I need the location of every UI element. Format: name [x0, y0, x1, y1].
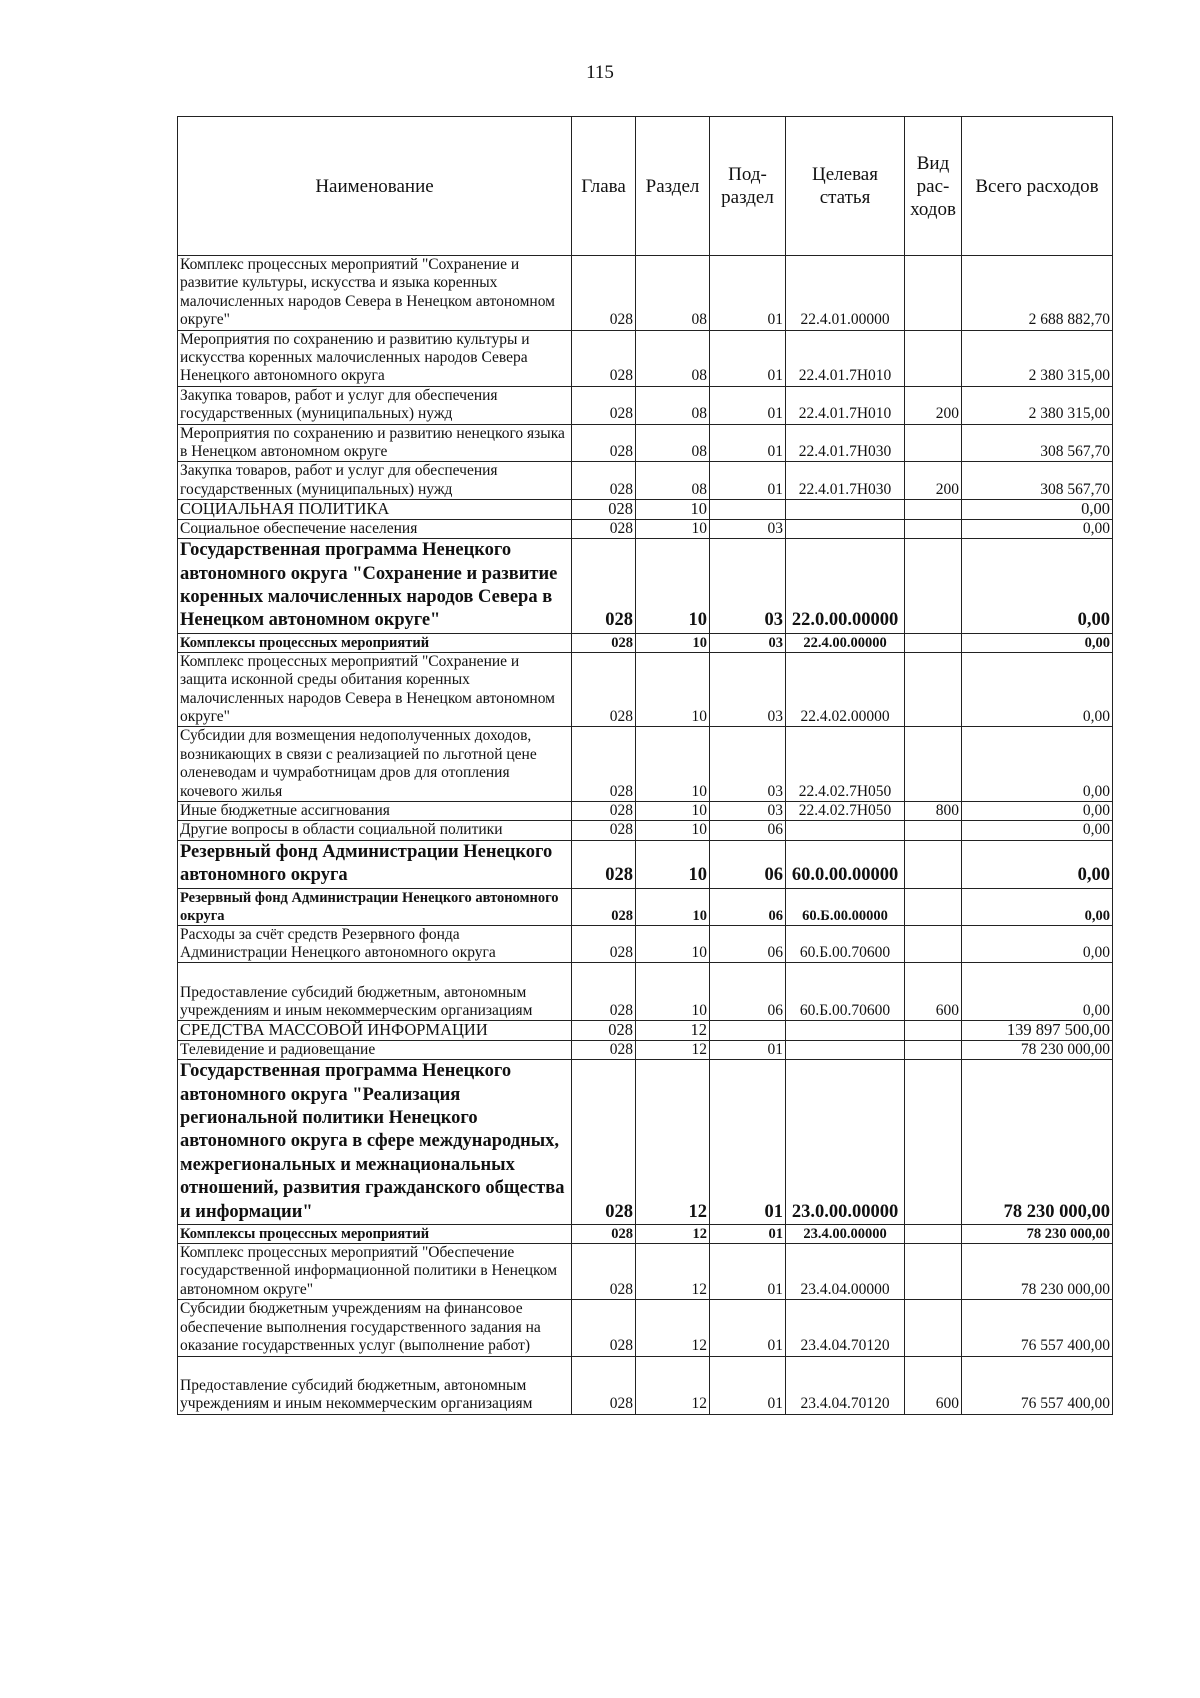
row-name: Государственная программа Ненецкого автономного округа "Сохранение и развитие коренных малочисленных народов Севера в Ненецком автономном округе" — [178, 539, 572, 634]
row-chapter: 028 — [572, 888, 636, 925]
table-row — [178, 652, 1113, 727]
row-section: 10 — [636, 727, 710, 802]
row-total: 76 557 400,00 — [962, 1300, 1113, 1356]
row-target — [786, 1021, 905, 1040]
row-chapter: 028 — [572, 330, 636, 386]
table-row — [178, 519, 1113, 538]
row-section: 08 — [636, 424, 710, 462]
row-target: 22.0.00.00000 — [786, 539, 905, 634]
row-total: 0,00 — [962, 539, 1113, 634]
row-subsection: 03 — [710, 633, 786, 652]
row-target: 22.4.02.7Н050 — [786, 801, 905, 820]
row-target: 22.4.01.7Н030 — [786, 462, 905, 500]
table-row — [178, 256, 1113, 331]
row-chapter: 028 — [572, 424, 636, 462]
budget-table — [177, 116, 1113, 1415]
row-total: 76 557 400,00 — [962, 1356, 1113, 1414]
row-kind — [905, 1225, 962, 1244]
row-section: 12 — [636, 1356, 710, 1414]
row-subsection: 06 — [710, 821, 786, 840]
row-total: 2 380 315,00 — [962, 330, 1113, 386]
row-chapter: 028 — [572, 462, 636, 500]
table-row — [178, 1021, 1113, 1040]
row-name: Субсидии бюджетным учреждениям на финансовое обеспечение выполнения государственного задания на оказание государственных услуг (выполнение работ) — [178, 1300, 572, 1356]
row-total: 0,00 — [962, 821, 1113, 840]
row-chapter: 028 — [572, 652, 636, 727]
row-target — [786, 500, 905, 519]
row-name: Предоставление субсидий бюджетным, автономным учреждениям и иным некоммерческим организациям — [178, 963, 572, 1021]
row-kind — [905, 888, 962, 925]
table-row — [178, 539, 1113, 634]
row-chapter: 028 — [572, 1300, 636, 1356]
row-section: 08 — [636, 330, 710, 386]
table-row — [178, 462, 1113, 500]
table-row — [178, 633, 1113, 652]
row-name: СРЕДСТВА МАССОВОЙ ИНФОРМАЦИИ — [178, 1021, 572, 1040]
row-total: 308 567,70 — [962, 424, 1113, 462]
table-row — [178, 1244, 1113, 1300]
row-subsection — [710, 500, 786, 519]
row-kind — [905, 256, 962, 331]
row-kind — [905, 519, 962, 538]
row-kind: 200 — [905, 462, 962, 500]
row-target — [786, 519, 905, 538]
row-chapter: 028 — [572, 386, 636, 424]
row-kind: 600 — [905, 1356, 962, 1414]
row-section: 08 — [636, 256, 710, 331]
row-total: 78 230 000,00 — [962, 1244, 1113, 1300]
row-section: 12 — [636, 1300, 710, 1356]
row-section: 10 — [636, 539, 710, 634]
row-name: Комплексы процессных мероприятий — [178, 633, 572, 652]
header-section: Раздел — [636, 117, 710, 256]
table-row — [178, 727, 1113, 802]
row-kind — [905, 1040, 962, 1059]
row-kind — [905, 633, 962, 652]
row-target: 23.4.04.70120 — [786, 1300, 905, 1356]
row-total: 0,00 — [962, 963, 1113, 1021]
row-kind — [905, 539, 962, 634]
row-total: 0,00 — [962, 925, 1113, 963]
row-name: Комплекс процессных мероприятий "Сохранение и защита исконной среды обитания коренных малочисленных народов Севера в Ненецком автономном округе" — [178, 652, 572, 727]
header-kind: Вид рас-ходов — [905, 117, 962, 256]
row-section: 10 — [636, 500, 710, 519]
row-subsection: 01 — [710, 1356, 786, 1414]
row-total: 78 230 000,00 — [962, 1060, 1113, 1225]
row-kind — [905, 727, 962, 802]
table-row — [178, 424, 1113, 462]
row-section: 12 — [636, 1244, 710, 1300]
table-row — [178, 888, 1113, 925]
table-row — [178, 1300, 1113, 1356]
row-section: 10 — [636, 840, 710, 888]
row-name: Резервный фонд Администрации Ненецкого автономного округа — [178, 840, 572, 888]
header-subsection: Под-раздел — [710, 117, 786, 256]
row-name: Другие вопросы в области социальной политики — [178, 821, 572, 840]
row-target: 22.4.01.7Н010 — [786, 386, 905, 424]
row-total: 0,00 — [962, 801, 1113, 820]
row-total: 2 380 315,00 — [962, 386, 1113, 424]
header-target: Целевая статья — [786, 117, 905, 256]
row-name: Иные бюджетные ассигнования — [178, 801, 572, 820]
row-subsection: 03 — [710, 519, 786, 538]
row-chapter: 028 — [572, 1021, 636, 1040]
row-subsection: 03 — [710, 801, 786, 820]
table-row — [178, 840, 1113, 888]
row-chapter: 028 — [572, 633, 636, 652]
row-chapter: 028 — [572, 1040, 636, 1059]
row-subsection: 01 — [710, 256, 786, 331]
row-subsection: 03 — [710, 539, 786, 634]
row-total: 0,00 — [962, 500, 1113, 519]
row-subsection: 01 — [710, 1244, 786, 1300]
row-kind — [905, 925, 962, 963]
table-row — [178, 1040, 1113, 1059]
table-row — [178, 801, 1113, 820]
row-kind — [905, 1244, 962, 1300]
row-subsection: 01 — [710, 1040, 786, 1059]
row-chapter: 028 — [572, 963, 636, 1021]
row-subsection: 01 — [710, 1225, 786, 1244]
row-chapter: 028 — [572, 1356, 636, 1414]
row-subsection: 01 — [710, 386, 786, 424]
row-subsection: 01 — [710, 1300, 786, 1356]
row-section: 08 — [636, 386, 710, 424]
row-section: 10 — [636, 925, 710, 963]
row-target: 23.0.00.00000 — [786, 1060, 905, 1225]
table-row — [178, 925, 1113, 963]
row-kind — [905, 500, 962, 519]
row-total: 308 567,70 — [962, 462, 1113, 500]
row-kind — [905, 1021, 962, 1040]
row-chapter: 028 — [572, 519, 636, 538]
header-chapter: Глава — [572, 117, 636, 256]
row-target: 60.Б.00.70600 — [786, 925, 905, 963]
row-target: 23.4.04.00000 — [786, 1244, 905, 1300]
row-subsection: 06 — [710, 925, 786, 963]
row-target: 60.Б.00.70600 — [786, 963, 905, 1021]
row-target: 22.4.02.00000 — [786, 652, 905, 727]
row-kind — [905, 1060, 962, 1225]
row-name: Государственная программа Ненецкого автономного округа "Реализация региональной политики Ненецкого автономного округа в сфере международных, межрегиональных и межнациональных отношений, развития гражданского общества и информации" — [178, 1060, 572, 1225]
header-name: Наименование — [178, 117, 572, 256]
row-total: 2 688 882,70 — [962, 256, 1113, 331]
row-section: 10 — [636, 519, 710, 538]
table-row — [178, 1060, 1113, 1225]
row-target: 22.4.01.7Н030 — [786, 424, 905, 462]
row-chapter: 028 — [572, 727, 636, 802]
row-name: Комплексы процессных мероприятий — [178, 1225, 572, 1244]
row-total: 0,00 — [962, 633, 1113, 652]
table-body — [178, 256, 1113, 1415]
row-total: 0,00 — [962, 652, 1113, 727]
row-subsection: 01 — [710, 462, 786, 500]
row-name: Закупка товаров, работ и услуг для обеспечения государственных (муниципальных) нужд — [178, 386, 572, 424]
row-name: Предоставление субсидий бюджетным, автономным учреждениям и иным некоммерческим организациям — [178, 1356, 572, 1414]
row-subsection — [710, 1021, 786, 1040]
row-chapter: 028 — [572, 821, 636, 840]
row-chapter: 028 — [572, 539, 636, 634]
row-subsection: 01 — [710, 330, 786, 386]
header-row — [178, 117, 1113, 256]
row-kind: 800 — [905, 801, 962, 820]
row-name: СОЦИАЛЬНАЯ ПОЛИТИКА — [178, 500, 572, 519]
row-name: Расходы за счёт средств Резервного фонда Администрации Ненецкого автономного округа — [178, 925, 572, 963]
row-kind — [905, 821, 962, 840]
row-name: Резервный фонд Администрации Ненецкого автономного округа — [178, 888, 572, 925]
row-section: 10 — [636, 888, 710, 925]
table-row — [178, 963, 1113, 1021]
row-name: Социальное обеспечение населения — [178, 519, 572, 538]
row-section: 12 — [636, 1040, 710, 1059]
row-kind: 200 — [905, 386, 962, 424]
row-subsection: 03 — [710, 652, 786, 727]
row-target: 22.4.02.7Н050 — [786, 727, 905, 802]
row-target — [786, 1040, 905, 1059]
row-target — [786, 821, 905, 840]
row-chapter: 028 — [572, 1244, 636, 1300]
table-row — [178, 330, 1113, 386]
header-total: Всего расходов — [962, 117, 1113, 256]
row-chapter: 028 — [572, 840, 636, 888]
row-target: 22.4.01.7Н010 — [786, 330, 905, 386]
row-section: 10 — [636, 963, 710, 1021]
page-number: 115 — [586, 62, 614, 83]
row-target: 60.Б.00.00000 — [786, 888, 905, 925]
row-section: 12 — [636, 1060, 710, 1225]
row-total: 0,00 — [962, 840, 1113, 888]
row-total: 78 230 000,00 — [962, 1040, 1113, 1059]
row-section: 10 — [636, 652, 710, 727]
row-name: Мероприятия по сохранению и развитию ненецкого языка в Ненецком автономном округе — [178, 424, 572, 462]
table-row — [178, 821, 1113, 840]
row-subsection: 03 — [710, 727, 786, 802]
row-section: 08 — [636, 462, 710, 500]
row-kind — [905, 424, 962, 462]
row-chapter: 028 — [572, 1060, 636, 1225]
row-subsection: 06 — [710, 963, 786, 1021]
row-subsection: 06 — [710, 840, 786, 888]
row-chapter: 028 — [572, 1225, 636, 1244]
row-name: Телевидение и радиовещание — [178, 1040, 572, 1059]
row-target: 23.4.00.00000 — [786, 1225, 905, 1244]
row-section: 12 — [636, 1225, 710, 1244]
row-kind — [905, 1300, 962, 1356]
row-name: Закупка товаров, работ и услуг для обеспечения государственных (муниципальных) нужд — [178, 462, 572, 500]
table-row — [178, 1356, 1113, 1414]
table-row — [178, 500, 1113, 519]
row-total: 0,00 — [962, 519, 1113, 538]
table-row — [178, 1225, 1113, 1244]
row-chapter: 028 — [572, 925, 636, 963]
row-name: Комплекс процессных мероприятий "Обеспечение государственной информационной политики в Ненецком автономном округе" — [178, 1244, 572, 1300]
row-name: Комплекс процессных мероприятий "Сохранение и развитие культуры, искусства и языка коренных малочисленных народов Севера в Ненецком автономном округе" — [178, 256, 572, 331]
row-kind: 600 — [905, 963, 962, 1021]
row-total: 78 230 000,00 — [962, 1225, 1113, 1244]
row-kind — [905, 330, 962, 386]
row-chapter: 028 — [572, 801, 636, 820]
row-subsection: 06 — [710, 888, 786, 925]
row-chapter: 028 — [572, 500, 636, 519]
row-section: 12 — [636, 1021, 710, 1040]
row-section: 10 — [636, 801, 710, 820]
row-kind — [905, 840, 962, 888]
row-target: 22.4.00.00000 — [786, 633, 905, 652]
row-target: 60.0.00.00000 — [786, 840, 905, 888]
row-total: 139 897 500,00 — [962, 1021, 1113, 1040]
row-name: Мероприятия по сохранению и развитию культуры и искусства коренных малочисленных народов Севера Ненецкого автономного округа — [178, 330, 572, 386]
row-section: 10 — [636, 633, 710, 652]
row-kind — [905, 652, 962, 727]
row-section: 10 — [636, 821, 710, 840]
row-subsection: 01 — [710, 1060, 786, 1225]
row-target: 23.4.04.70120 — [786, 1356, 905, 1414]
table-row — [178, 386, 1113, 424]
row-total: 0,00 — [962, 727, 1113, 802]
row-chapter: 028 — [572, 256, 636, 331]
row-subsection: 01 — [710, 424, 786, 462]
row-total: 0,00 — [962, 888, 1113, 925]
row-name: Субсидии для возмещения недополученных доходов, возникающих в связи с реализацией по льготной цене оленеводам и чумработницам дров для отопления кочевого жилья — [178, 727, 572, 802]
row-target: 22.4.01.00000 — [786, 256, 905, 331]
